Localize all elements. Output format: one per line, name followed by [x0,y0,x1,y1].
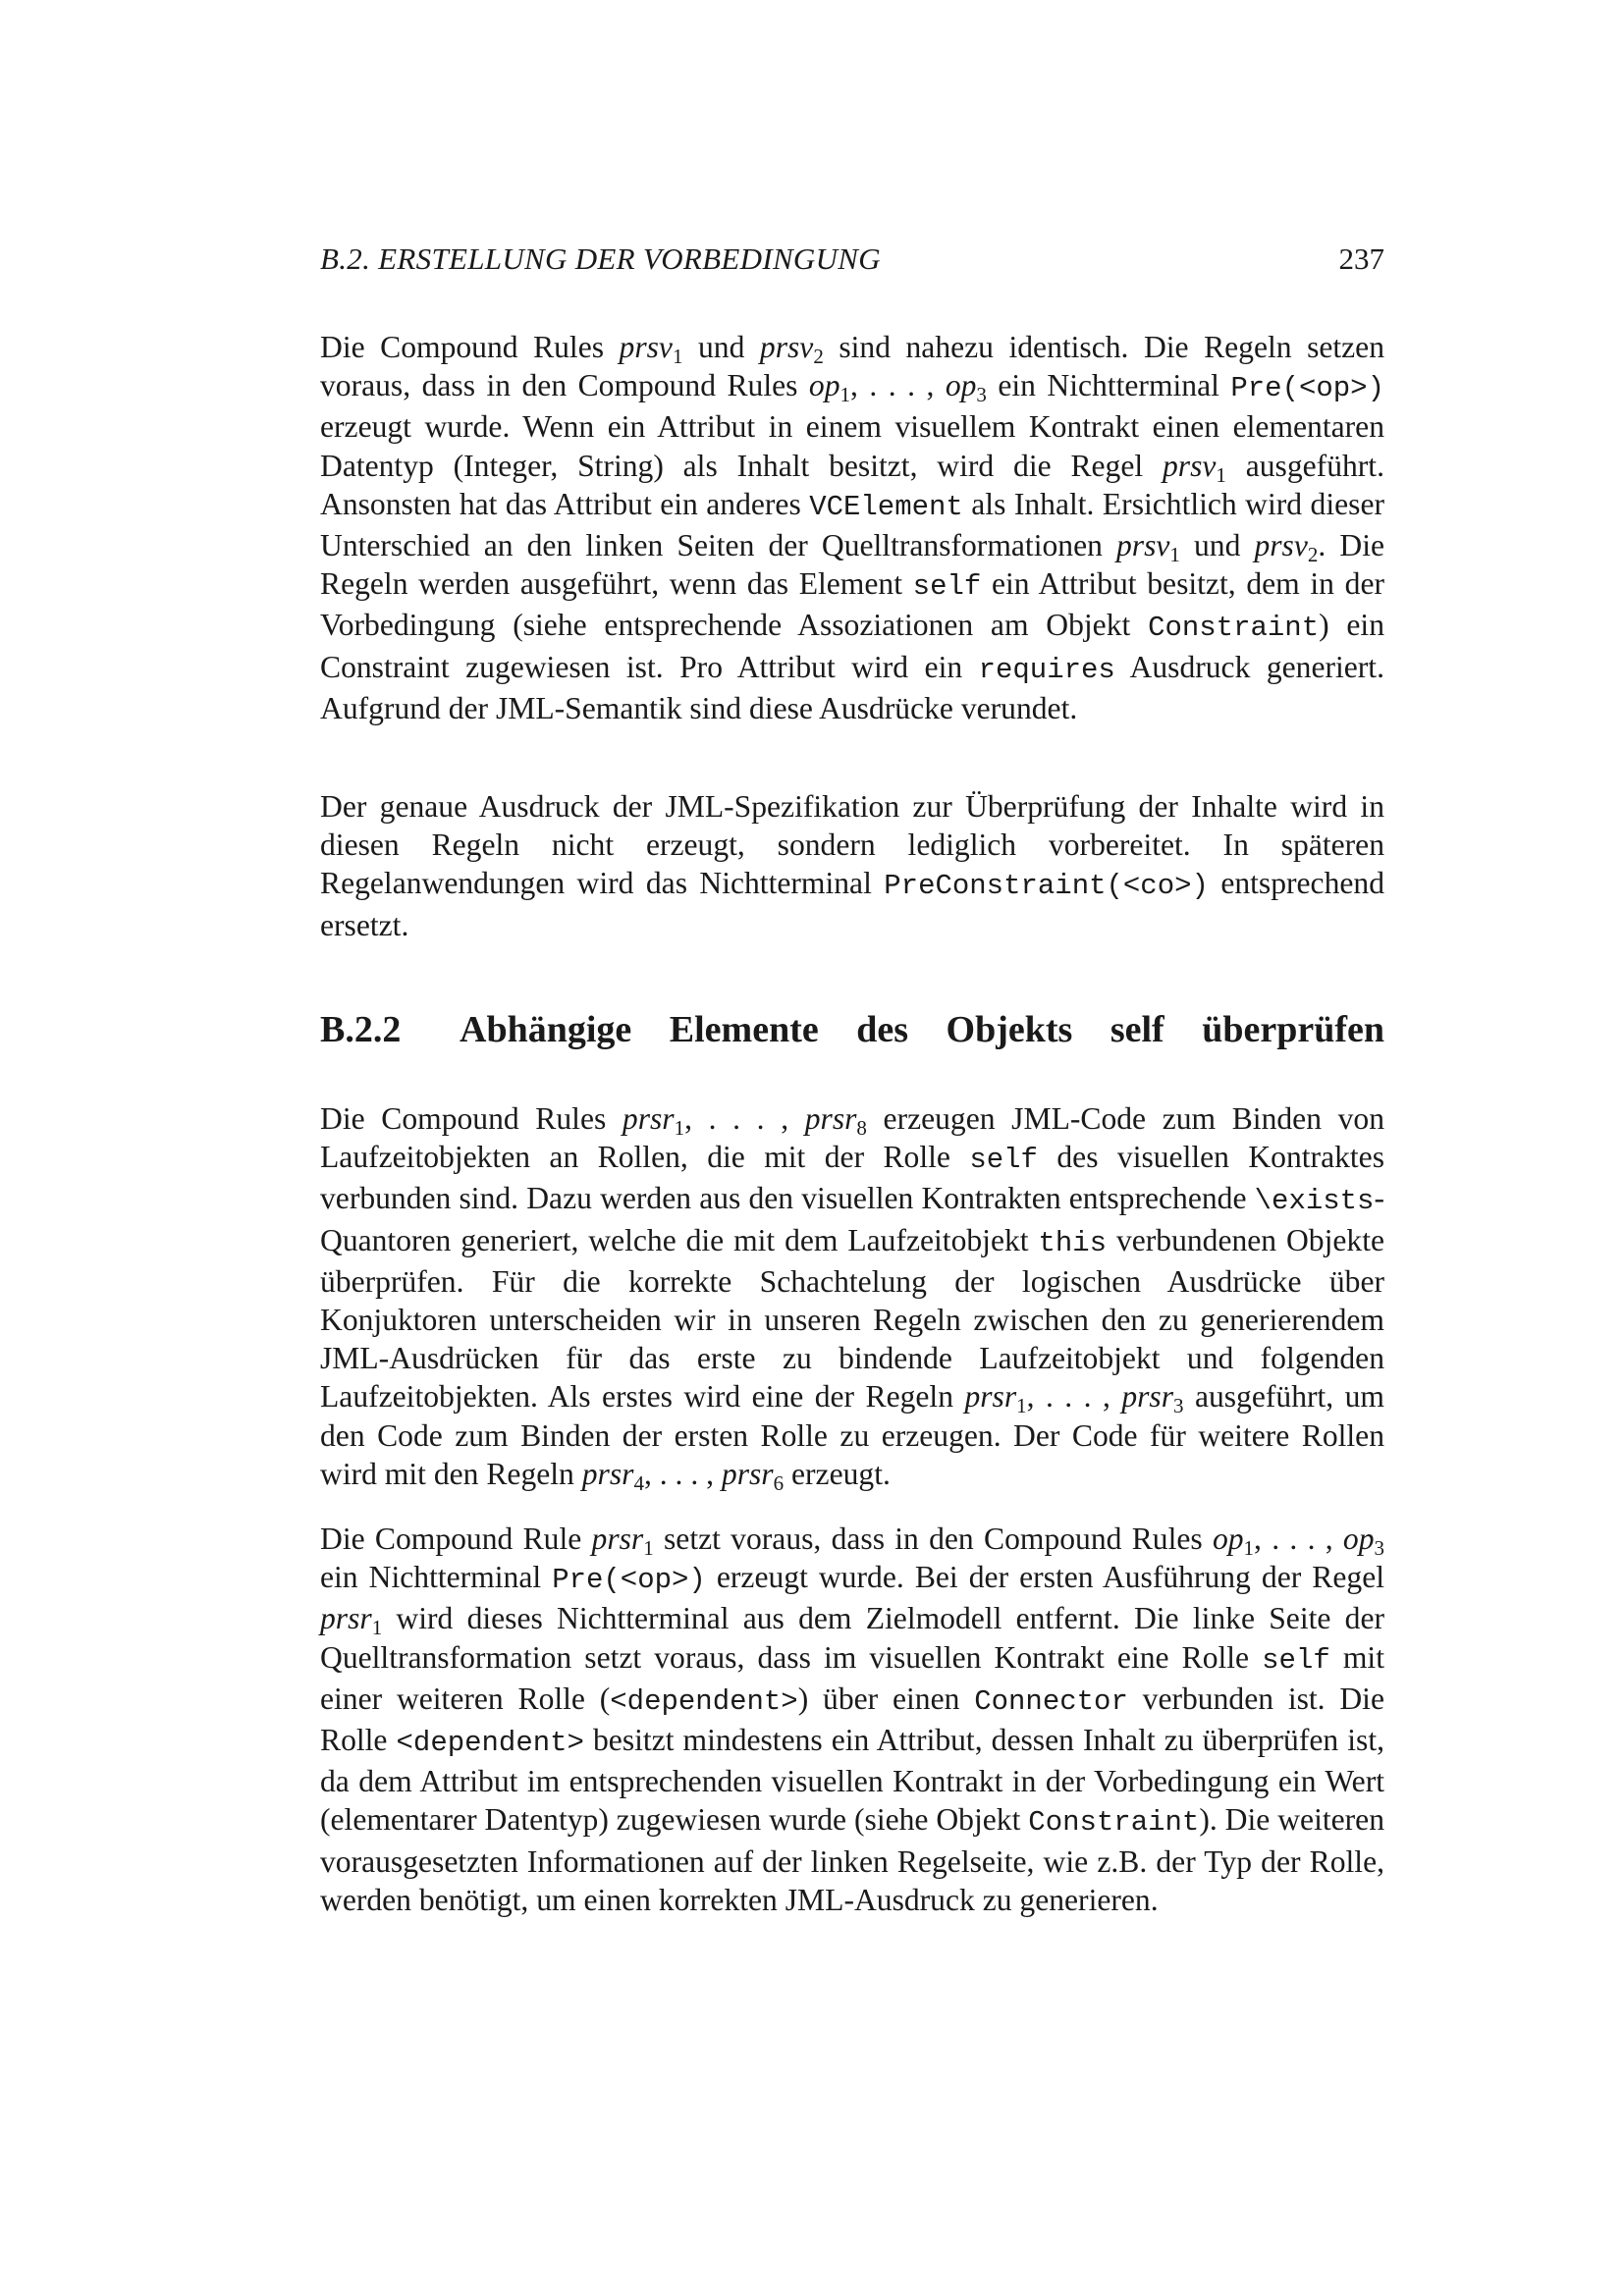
math-op: op [808,368,840,403]
math-prsr: prsr [581,1456,634,1491]
paragraph-prsv-rules: Die Compound Rules prsv$_1$ und prsv$_2$ sind nahezu identisch. Die Regeln setzen voraus, dass in den Compound Rules $op_1$, . . . , $op_3$ ein Nichtterminal Pre(<op>) erzeugt wurde. Wenn ein Attribut in einem visuellem Kontrakt einen elementaren Datentyp (Integer, String) als Inhalt besitzt, wird die Regel prsv$_1$ ausgeführt. Ansonsten hat das Attribut ein anderes VCElement als Inhalt. Ersichtlich wird dieser Unterschied an den linken Seiten der Quelltransformationen prsv$_1$ und prsv$_2$. Die Regeln werden ausgeführt, wenn das Element self ein Attribut besitzt, dem in der Vorbedingung (siehe entsprechende Assoziationen am Objekt Constraint) ein Constraint zugewiesen ist. Pro Attribut wird ein requires Ausdruck generiert. Aufgrund der JML-Semantik sind diese Ausdrücke verundet. [320,330,1385,725]
code-self: self [969,1144,1038,1177]
code-connector: Connector [974,1684,1128,1718]
code-preconstraint: PreConstraint(<co>) [884,870,1209,903]
math-prsv: prsv [1254,528,1308,563]
paragraph-jml-specification: Der genaue Ausdruck der JML-Spezifikation zur Überprüfung der Inhalte wird in diesen Regeln nicht erzeugt, sondern lediglich vorbereitet. In späteren Regelanwendungen wird das Nichtterminal PreConstraint(<co>) entsprechend ersetzt. [320,789,1384,942]
math-op: op [1342,1522,1375,1556]
running-head [320,240,1384,279]
math-prsv: prsv [619,330,673,364]
section-title: Abhängige Elemente des Objekts self überprüfen [460,1009,1384,1050]
section-heading [320,1006,1384,1053]
code-pre-op: Pre(<op>) [1230,372,1384,405]
math-prsr: prsr [591,1522,644,1556]
math-prsv: prsv [1162,448,1217,483]
math-op: op [945,368,977,403]
code-pre-op: Pre(<op>) [552,1564,706,1597]
code-this: this [1038,1226,1108,1259]
code-requires: requires [978,653,1115,686]
math-prsr: prsr [1121,1379,1173,1415]
code-constraint: Constraint [1148,612,1320,645]
code-exists: \exists [1254,1185,1375,1218]
running-head-title: B.2. ERSTELLUNG DER VORBEDINGUNG [320,241,881,276]
code-constraint: Constraint [1028,1806,1200,1840]
code-dependent: <dependent> [610,1684,798,1718]
math-prsr: prsr [622,1101,675,1136]
math-prsv: prsv [759,330,814,364]
math-op: op [1212,1522,1244,1556]
math-prsr: prsr [721,1456,774,1491]
code-self: self [1262,1643,1330,1677]
math-prsr: prsr [320,1601,372,1636]
page-number: 237 [1338,241,1384,276]
math-prsv: prsv [1115,528,1170,563]
section-number: B.2.2 [320,1009,402,1050]
code-vcelement: VCElement [809,490,963,523]
math-prsr: prsr [804,1101,857,1136]
code-self: self [912,570,982,604]
paragraph-prsr1-rule: Die Compound Rule prsr$_1$ setzt voraus, dass in den Compound Rules $op_1$, . . . , $op_3$ ein Nichtterminal Pre(<op>) erzeugt wurde. Bei der ersten Ausführung der Regel prsr$_1$ wird dieses Nichtterminal aus dem Zielmodell entfernt. Die linke Seite der Quelltransformation setzt voraus, dass im visuellen Kontrakt eine Rolle self mit einer weiteren Rolle (<dependent>) über einen Connector verbunden ist. Die Rolle <dependent> besitzt mindestens ein Attribut, dessen Inhalt zu überprüfen ist, da dem Attribut im entsprechenden visuellen Kontrakt in der Vorbedingung ein Wert (elementarer Datentyp) zugewiesen wurde (siehe Objekt Constraint). Die weiteren vorausgesetzten Informationen auf der linken Regelseite, wie z.B. der Typ der Rolle, werden benötigt, um einen korrekten JML-Ausdruck zu generieren. [320,1522,1385,1917]
paragraph-prsr-rules: Die Compound Rules prsr$_1$, . . . , prsr$_8$ erzeugen JML-Code zum Binden von Laufzeitobjekten an Rollen, die mit der Rolle self des visuellen Kontraktes verbunden sind. Dazu werden aus den visuellen Kontrakten entsprechende \exists-Quantoren generiert, welche die mit dem Laufzeitobjekt this verbundenen Objekte überprüfen. Für die korrekte Schachtelung der logischen Ausdrücke über Konjuktoren unterscheiden wir in unseren Regeln zwischen den zu generierendem JML-Ausdrücken für das erste zu bindende Laufzeitobjekt und folgenden Laufzeitobjekten. Als erstes wird eine der Regeln prsr$_1$, . . . , prsr$_3$ ausgeführt, um den Code zum Binden der ersten Rolle zu erzeugen. Der Code für weitere Rollen wird mit den Regeln prsr$_4$, . . . , prsr$_6$ erzeugt. [320,1101,1385,1495]
code-dependent: <dependent> [396,1727,584,1760]
math-prsr: prsr [964,1379,1017,1415]
